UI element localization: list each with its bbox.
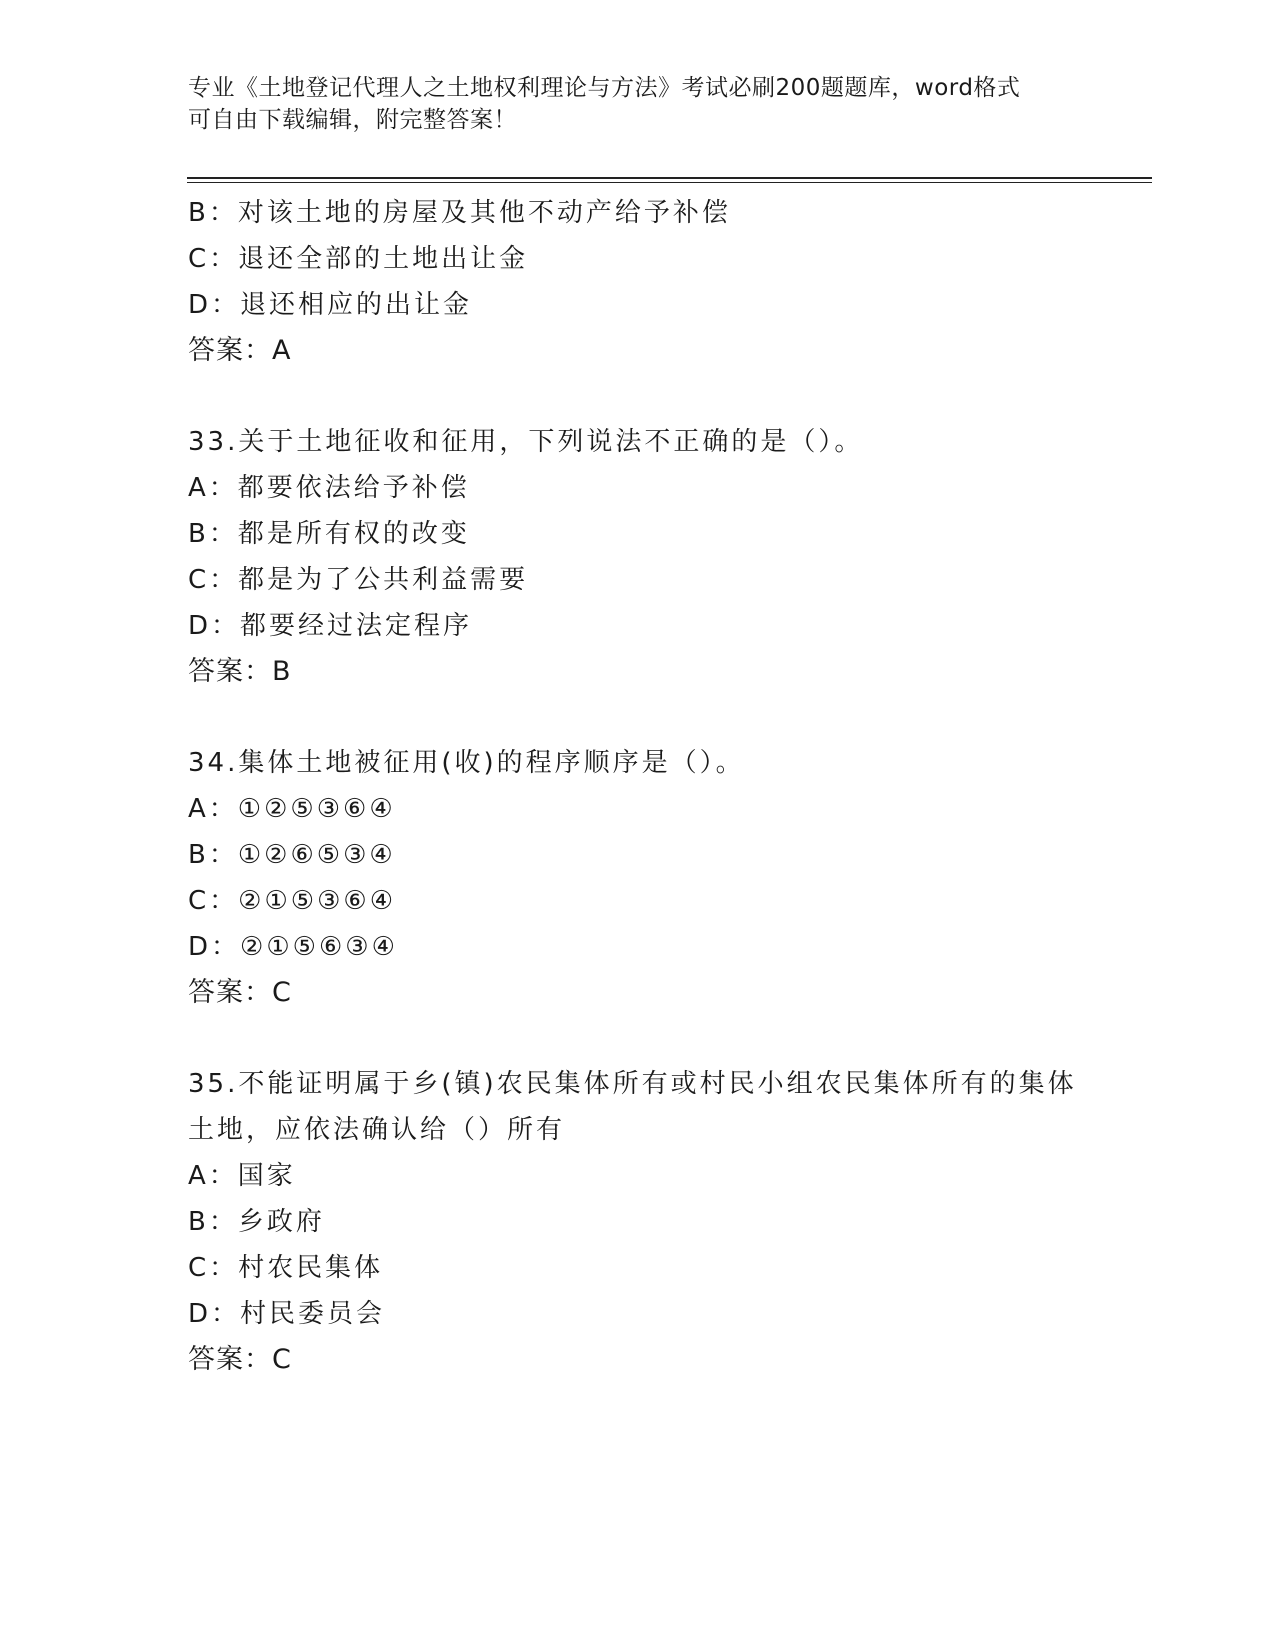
- answer-line: 答案：C: [188, 1344, 292, 1375]
- stem-line: 34.集体土地被征用(收)的程序顺序是（）。: [188, 748, 745, 778]
- header-divider-thin: [187, 182, 1152, 183]
- option-d: D：都要经过法定程序: [188, 611, 473, 641]
- question-stem: [188, 1061, 1138, 1153]
- option-c: C：都是为了公共利益需要: [188, 565, 529, 595]
- header-divider-thick: [187, 177, 1152, 179]
- answer-line: 答案：B: [188, 656, 292, 687]
- header-line-1: 专业《土地登记代理人之土地权利理论与方法》考试必刷200题题库，word格式: [188, 75, 1021, 101]
- option-b: B：对该土地的房屋及其他不动产给予补偿: [188, 198, 731, 228]
- option-d: D：②①⑤⑥③④: [188, 932, 398, 962]
- stem-line: 35.不能证明属于乡(镇)农民集体所有或村民小组农民集体所有的集体: [188, 1069, 1077, 1099]
- document-header: [188, 72, 1088, 136]
- question-34: [188, 740, 1138, 1016]
- stem-line: 土地，应依法确认给（）所有: [188, 1115, 566, 1145]
- option-a: A：都要依法给予补偿: [188, 473, 470, 503]
- option-a: A：国家: [188, 1161, 296, 1191]
- stem-line: 33.关于土地征收和征用，下列说法不正确的是（）。: [188, 427, 864, 457]
- question-33: [188, 419, 1138, 695]
- question-content: [188, 190, 1138, 1383]
- partial-question: [188, 190, 1138, 374]
- option-d: D：退还相应的出让金: [188, 290, 473, 320]
- header-line-2: 可自由下载编辑，附完整答案！: [188, 107, 517, 133]
- answer-line: 答案：C: [188, 977, 292, 1008]
- option-a: A：①②⑤③⑥④: [188, 794, 396, 824]
- option-b: B：①②⑥⑤③④: [188, 840, 396, 870]
- option-c: C：②①⑤③⑥④: [188, 886, 397, 916]
- question-stem: [188, 740, 1138, 786]
- option-b: B：乡政府: [188, 1207, 325, 1237]
- answer-line: 答案：A: [188, 335, 292, 366]
- question-35: [188, 1061, 1138, 1383]
- question-stem: [188, 419, 1138, 465]
- option-d: D：村民委员会: [188, 1299, 386, 1329]
- option-c: C：村农民集体: [188, 1253, 384, 1283]
- option-b: B：都是所有权的改变: [188, 519, 470, 549]
- option-c: C：退还全部的土地出让金: [188, 244, 529, 274]
